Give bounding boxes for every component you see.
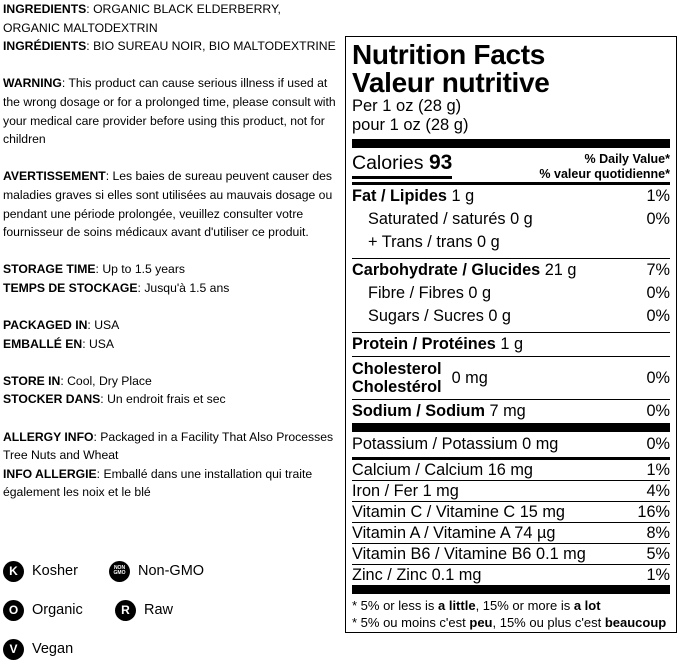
kosher-icon: K (3, 561, 24, 582)
badge-vegan: V Vegan (3, 636, 73, 662)
vitamin-b6-row: Vitamin B6 / Vitamine B6 0.1 mg 5% (352, 545, 670, 563)
warning-en: WARNING: This product can cause serious illness if used at the wrong dosage or for a prolonged time, please consult with your medical care provider before using this product, not for children (3, 76, 336, 147)
badge-kosher: K Kosher (3, 558, 78, 584)
footnote (352, 594, 670, 631)
warning-fr: AVERTISSEMENT: Les baies de sureau peuvent causer des maladies graves si elles sont utilisées au mauvais dosage ou pendant une période prolongée, veuillez consulter votre fournisseur de soins médicaux avant d'utiliser ce produit. (3, 169, 333, 240)
sodium-row: Sodium / Sodium 7 mg 0% (352, 402, 670, 420)
carbohydrate-row: Carbohydrate / Glucides 21 g 7% (352, 261, 670, 279)
storage-en: STORAGE TIME: Up to 1.5 years (3, 262, 185, 277)
serving-en: Per 1 oz (28 g) (352, 97, 462, 115)
footnote-fr: * 5% ou moins c'est peu, 15% ou plus c'est beaucoup (352, 614, 667, 630)
vitamin-a-row: Vitamin A / Vitamine A 74 µg 8% (352, 524, 670, 542)
organic-icon: O (3, 600, 24, 621)
potassium-row: Potassium / Potassium 0 mg 0% (352, 435, 670, 453)
storage-fr: TEMPS DE STOCKAGE: Jusqu'à 1.5 ans (3, 280, 230, 295)
calcium-row: Calcium / Calcium 16 mg 1% (352, 461, 670, 479)
iron-row: Iron / Fer 1 mg 4% (352, 482, 670, 500)
packaged-fr: EMBALLÉ EN: USA (3, 336, 115, 351)
protein-row: Protein / Protéines 1 g (352, 335, 524, 353)
zinc-row: Zinc / Zinc 0.1 mg 1% (352, 566, 670, 584)
daily-value-header: % Daily Value* % valeur quotidienne* (539, 152, 670, 181)
trans-row: + Trans / trans 0 g (368, 233, 500, 251)
raw-icon: R (115, 600, 136, 621)
allergy-en: ALLERGY INFO: Packaged in a Facility That Also Processes Tree Nuts and Wheat (3, 429, 334, 463)
title-fr: Valeur nutritive (352, 67, 550, 98)
fat-row: Fat / Lipides 1 g 1% (352, 187, 670, 205)
ingredients-en: INGREDIENTS: ORGANIC BLACK ELDERBERRY, ORGANIC MALTODEXTRIN (3, 2, 281, 35)
badge-raw: R Raw (115, 597, 173, 623)
cholesterol-row: Cholesterol Cholestérol 0 mg 0% (352, 360, 670, 396)
calories-row: Calories 93 % Daily Value* % valeur quotidienne* (352, 148, 670, 182)
vitamin-c-row: Vitamin C / Vitamine C 15 mg 16% (352, 503, 670, 521)
store-fr: STOCKER DANS: Un endroit frais et sec (3, 392, 226, 407)
fibre-row: Fibre / Fibres 0 g 0% (368, 284, 670, 302)
sugars-row: Sugars / Sucres 0 g 0% (368, 307, 670, 325)
allergy-fr: INFO ALLERGIE: Emballé dans une installation qui traite également les noix et le blé (3, 466, 313, 500)
nutrition-facts-panel (345, 36, 677, 633)
title-en: Nutrition Facts (352, 39, 546, 70)
non-gmo-icon: NON GMO (109, 561, 130, 582)
store-en: STORE IN: Cool, Dry Place (3, 373, 152, 388)
vegan-icon: V (3, 639, 24, 660)
saturated-row: Saturated / saturés 0 g 0% (368, 210, 670, 228)
ingredients-fr: INGRÉDIENTS: BIO SUREAU NOIR, BIO MALTODEXTRINE (3, 39, 336, 54)
badge-organic: O Organic (3, 597, 83, 623)
footnote-en: * 5% or less is a little, 15% or more is a lot (352, 598, 601, 613)
packaged-en: PACKAGED IN: USA (3, 318, 120, 333)
badge-non-gmo: NON GMO Non-GMO (109, 558, 204, 584)
serving-fr: pour 1 oz (28 g) (352, 116, 469, 134)
product-info-column (3, 0, 338, 502)
